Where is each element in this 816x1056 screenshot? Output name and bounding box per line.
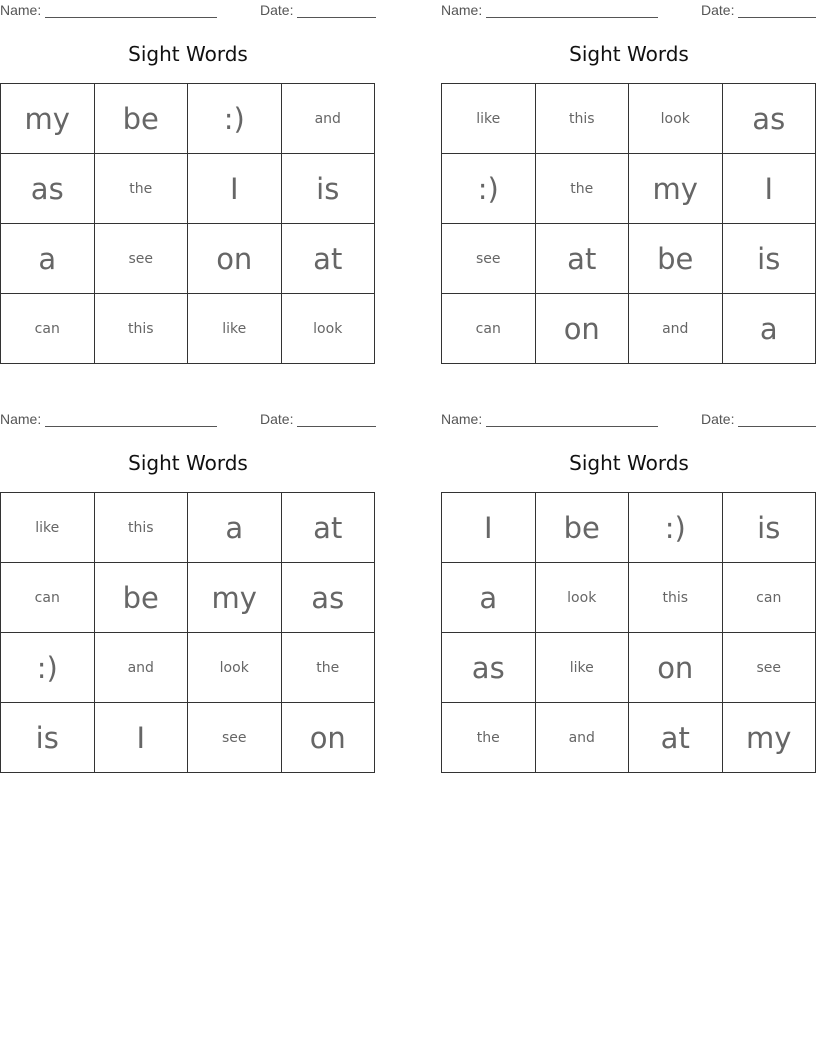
grid-cell: be — [629, 224, 723, 294]
grid-cell: :) — [188, 84, 282, 154]
bingo-grid — [0, 83, 375, 364]
grid-cell: look — [629, 84, 723, 154]
name-label: Name: — [441, 411, 483, 427]
card-title: Sight Words — [128, 42, 248, 66]
name-date-header — [441, 411, 816, 427]
grid-cell: :) — [442, 154, 536, 224]
name-blank-line — [45, 426, 217, 427]
grid-cell: this — [536, 84, 630, 154]
grid-cell: a — [442, 563, 536, 633]
grid-cell: I — [95, 703, 189, 773]
grid-cell: be — [95, 84, 189, 154]
grid-cell: like — [188, 294, 282, 364]
grid-cell: like — [536, 633, 630, 703]
grid-cell: and — [282, 84, 376, 154]
grid-cell: is — [723, 224, 816, 294]
grid-cell: like — [442, 84, 536, 154]
grid-cell: can — [442, 294, 536, 364]
grid-cell: as — [1, 154, 95, 224]
name-label: Name: — [0, 2, 42, 18]
name-label: Name: — [441, 2, 483, 18]
grid-cell: my — [188, 563, 282, 633]
grid-cell: this — [95, 294, 189, 364]
date-blank-line — [738, 17, 816, 18]
grid-cell: as — [723, 84, 816, 154]
date-label: Date: — [260, 411, 294, 427]
date-label: Date: — [701, 411, 735, 427]
grid-cell: see — [723, 633, 816, 703]
grid-cell: be — [95, 563, 189, 633]
grid-cell: on — [536, 294, 630, 364]
grid-cell: be — [536, 493, 630, 563]
card-title: Sight Words — [569, 451, 689, 475]
date-blank-line — [738, 426, 816, 427]
grid-cell: see — [188, 703, 282, 773]
grid-cell: at — [536, 224, 630, 294]
grid-cell: at — [282, 224, 376, 294]
grid-cell: and — [95, 633, 189, 703]
grid-cell: as — [442, 633, 536, 703]
grid-cell: a — [188, 493, 282, 563]
grid-cell: can — [723, 563, 816, 633]
grid-cell: the — [95, 154, 189, 224]
grid-cell: on — [629, 633, 723, 703]
grid-cell: a — [1, 224, 95, 294]
grid-cell: :) — [1, 633, 95, 703]
grid-cell: the — [282, 633, 376, 703]
grid-cell: this — [95, 493, 189, 563]
name-date-header — [441, 2, 816, 18]
card-3 — [441, 409, 816, 789]
date-blank-line — [297, 426, 376, 427]
grid-cell: my — [1, 84, 95, 154]
grid-cell: can — [1, 294, 95, 364]
grid-cell: I — [723, 154, 816, 224]
grid-cell: on — [282, 703, 376, 773]
grid-cell: look — [188, 633, 282, 703]
card-0 — [0, 0, 376, 380]
grid-cell: a — [723, 294, 816, 364]
name-blank-line — [486, 426, 658, 427]
grid-cell: is — [723, 493, 816, 563]
card-2 — [0, 409, 376, 789]
card-1 — [441, 0, 816, 380]
grid-cell: the — [536, 154, 630, 224]
grid-cell: is — [1, 703, 95, 773]
name-date-header — [0, 2, 376, 18]
name-blank-line — [45, 17, 217, 18]
grid-cell: my — [723, 703, 816, 773]
bingo-grid — [441, 492, 816, 773]
date-label: Date: — [701, 2, 735, 18]
card-title: Sight Words — [569, 42, 689, 66]
name-blank-line — [486, 17, 658, 18]
grid-cell: :) — [629, 493, 723, 563]
date-blank-line — [297, 17, 376, 18]
grid-cell: I — [188, 154, 282, 224]
card-title: Sight Words — [128, 451, 248, 475]
grid-cell: see — [95, 224, 189, 294]
bingo-grid — [441, 83, 816, 364]
bingo-grid — [0, 492, 375, 773]
grid-cell: and — [629, 294, 723, 364]
grid-cell: is — [282, 154, 376, 224]
grid-cell: at — [629, 703, 723, 773]
grid-cell: see — [442, 224, 536, 294]
grid-cell: can — [1, 563, 95, 633]
grid-cell: look — [536, 563, 630, 633]
grid-cell: like — [1, 493, 95, 563]
name-label: Name: — [0, 411, 42, 427]
date-label: Date: — [260, 2, 294, 18]
grid-cell: this — [629, 563, 723, 633]
grid-cell: look — [282, 294, 376, 364]
name-date-header — [0, 411, 376, 427]
grid-cell: on — [188, 224, 282, 294]
grid-cell: I — [442, 493, 536, 563]
grid-cell: as — [282, 563, 376, 633]
grid-cell: and — [536, 703, 630, 773]
grid-cell: my — [629, 154, 723, 224]
grid-cell: the — [442, 703, 536, 773]
grid-cell: at — [282, 493, 376, 563]
